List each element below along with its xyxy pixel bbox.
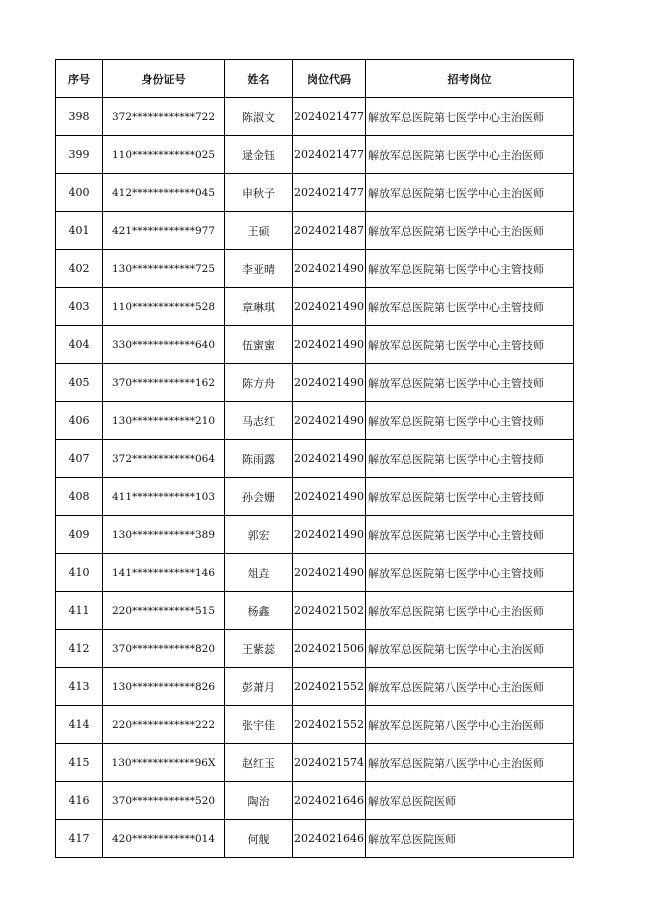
- cell-name: 何舰: [225, 820, 293, 858]
- cell-id: 130************826: [103, 668, 225, 706]
- cell-seq: 407: [56, 440, 103, 478]
- cell-id: 130************725: [103, 250, 225, 288]
- cell-code: 2024021646: [293, 782, 366, 820]
- cell-name: 李亚晴: [225, 250, 293, 288]
- cell-seq: 403: [56, 288, 103, 326]
- cell-code: 2024021490: [293, 516, 366, 554]
- cell-post: 解放军总医院第七医学中心主治医师: [366, 212, 574, 250]
- cell-post: 解放军总医院医师: [366, 820, 574, 858]
- cell-name: 陈雨露: [225, 440, 293, 478]
- cell-seq: 401: [56, 212, 103, 250]
- cell-id: 370************520: [103, 782, 225, 820]
- cell-name: 陈淑文: [225, 98, 293, 136]
- cell-seq: 414: [56, 706, 103, 744]
- cell-code: 2024021477: [293, 174, 366, 212]
- table-row: [56, 782, 574, 820]
- table-row: [56, 174, 574, 212]
- cell-name: 陶治: [225, 782, 293, 820]
- header-id: 身份证号: [103, 60, 225, 98]
- cell-id: 220************515: [103, 592, 225, 630]
- cell-name: 王紫蕊: [225, 630, 293, 668]
- cell-post: 解放军总医院第七医学中心主治医师: [366, 136, 574, 174]
- cell-id: 412************045: [103, 174, 225, 212]
- table-header-row: [56, 60, 574, 98]
- cell-code: 2024021552: [293, 668, 366, 706]
- cell-code: 2024021490: [293, 554, 366, 592]
- cell-id: 372************722: [103, 98, 225, 136]
- cell-code: 2024021490: [293, 326, 366, 364]
- cell-seq: 415: [56, 744, 103, 782]
- cell-name: 伍蜜蜜: [225, 326, 293, 364]
- cell-post: 解放军总医院医师: [366, 782, 574, 820]
- table-row: [56, 516, 574, 554]
- table-row: [56, 326, 574, 364]
- table-row: [56, 98, 574, 136]
- cell-seq: 400: [56, 174, 103, 212]
- cell-id: 330************640: [103, 326, 225, 364]
- cell-seq: 410: [56, 554, 103, 592]
- cell-code: 2024021490: [293, 440, 366, 478]
- cell-post: 解放军总医院第七医学中心主治医师: [366, 630, 574, 668]
- table-row: [56, 554, 574, 592]
- cell-code: 2024021490: [293, 478, 366, 516]
- cell-id: 372************064: [103, 440, 225, 478]
- cell-post: 解放军总医院第七医学中心主管技师: [366, 440, 574, 478]
- cell-code: 2024021490: [293, 364, 366, 402]
- cell-post: 解放军总医院第七医学中心主管技师: [366, 288, 574, 326]
- cell-seq: 412: [56, 630, 103, 668]
- table-row: [56, 744, 574, 782]
- cell-post: 解放军总医院第七医学中心主管技师: [366, 554, 574, 592]
- cell-seq: 417: [56, 820, 103, 858]
- cell-name: 俎垚: [225, 554, 293, 592]
- cell-id: 411************103: [103, 478, 225, 516]
- cell-code: 2024021477: [293, 98, 366, 136]
- table-row: [56, 630, 574, 668]
- cell-seq: 405: [56, 364, 103, 402]
- cell-id: 421************977: [103, 212, 225, 250]
- cell-id: 370************820: [103, 630, 225, 668]
- cell-code: 2024021490: [293, 402, 366, 440]
- cell-post: 解放军总医院第七医学中心主治医师: [366, 174, 574, 212]
- cell-post: 解放军总医院第七医学中心主治医师: [366, 98, 574, 136]
- table-row: [56, 288, 574, 326]
- recruitment-table: [55, 59, 574, 858]
- cell-code: 2024021574: [293, 744, 366, 782]
- cell-name: 章琳琪: [225, 288, 293, 326]
- cell-id: 110************025: [103, 136, 225, 174]
- cell-seq: 411: [56, 592, 103, 630]
- table-row: [56, 364, 574, 402]
- cell-post: 解放军总医院第七医学中心主管技师: [366, 326, 574, 364]
- cell-id: 130************389: [103, 516, 225, 554]
- cell-code: 2024021490: [293, 288, 366, 326]
- cell-post: 解放军总医院第八医学中心主治医师: [366, 668, 574, 706]
- cell-id: 130************210: [103, 402, 225, 440]
- cell-seq: 404: [56, 326, 103, 364]
- table-row: [56, 478, 574, 516]
- cell-post: 解放军总医院第七医学中心主管技师: [366, 478, 574, 516]
- cell-post: 解放军总医院第八医学中心主治医师: [366, 706, 574, 744]
- cell-seq: 416: [56, 782, 103, 820]
- table-row: [56, 402, 574, 440]
- cell-name: 陈方舟: [225, 364, 293, 402]
- cell-seq: 409: [56, 516, 103, 554]
- cell-name: 郭宏: [225, 516, 293, 554]
- cell-name: 王硕: [225, 212, 293, 250]
- header-code: 岗位代码: [293, 60, 366, 98]
- header-post: 招考岗位: [366, 60, 574, 98]
- cell-name: 马志红: [225, 402, 293, 440]
- table-row: [56, 212, 574, 250]
- cell-code: 2024021487: [293, 212, 366, 250]
- cell-name: 赵红玉: [225, 744, 293, 782]
- cell-post: 解放军总医院第七医学中心主管技师: [366, 250, 574, 288]
- cell-name: 申秋子: [225, 174, 293, 212]
- cell-name: 杨鑫: [225, 592, 293, 630]
- cell-code: 2024021552: [293, 706, 366, 744]
- cell-id: 130************96X: [103, 744, 225, 782]
- cell-id: 220************222: [103, 706, 225, 744]
- cell-code: 2024021506: [293, 630, 366, 668]
- table-row: [56, 592, 574, 630]
- cell-post: 解放军总医院第七医学中心主管技师: [366, 516, 574, 554]
- cell-code: 2024021646: [293, 820, 366, 858]
- table-row: [56, 820, 574, 858]
- cell-post: 解放军总医院第七医学中心主管技师: [366, 402, 574, 440]
- table-row: [56, 668, 574, 706]
- cell-name: 孙会姗: [225, 478, 293, 516]
- cell-code: 2024021477: [293, 136, 366, 174]
- table-row: [56, 136, 574, 174]
- cell-post: 解放军总医院第八医学中心主治医师: [366, 744, 574, 782]
- cell-seq: 413: [56, 668, 103, 706]
- cell-seq: 398: [56, 98, 103, 136]
- cell-name: 张宇佳: [225, 706, 293, 744]
- cell-name: 彭萧月: [225, 668, 293, 706]
- cell-post: 解放军总医院第七医学中心主管技师: [366, 364, 574, 402]
- cell-id: 141************146: [103, 554, 225, 592]
- cell-seq: 406: [56, 402, 103, 440]
- cell-seq: 402: [56, 250, 103, 288]
- cell-id: 420************014: [103, 820, 225, 858]
- cell-seq: 399: [56, 136, 103, 174]
- table-row: [56, 706, 574, 744]
- cell-seq: 408: [56, 478, 103, 516]
- cell-code: 2024021502: [293, 592, 366, 630]
- cell-id: 370************162: [103, 364, 225, 402]
- header-seq: 序号: [56, 60, 103, 98]
- document-sheet: [55, 59, 574, 858]
- cell-id: 110************528: [103, 288, 225, 326]
- table-row: [56, 440, 574, 478]
- cell-code: 2024021490: [293, 250, 366, 288]
- cell-name: 逯金钰: [225, 136, 293, 174]
- header-name: 姓名: [225, 60, 293, 98]
- table-row: [56, 250, 574, 288]
- cell-post: 解放军总医院第七医学中心主治医师: [366, 592, 574, 630]
